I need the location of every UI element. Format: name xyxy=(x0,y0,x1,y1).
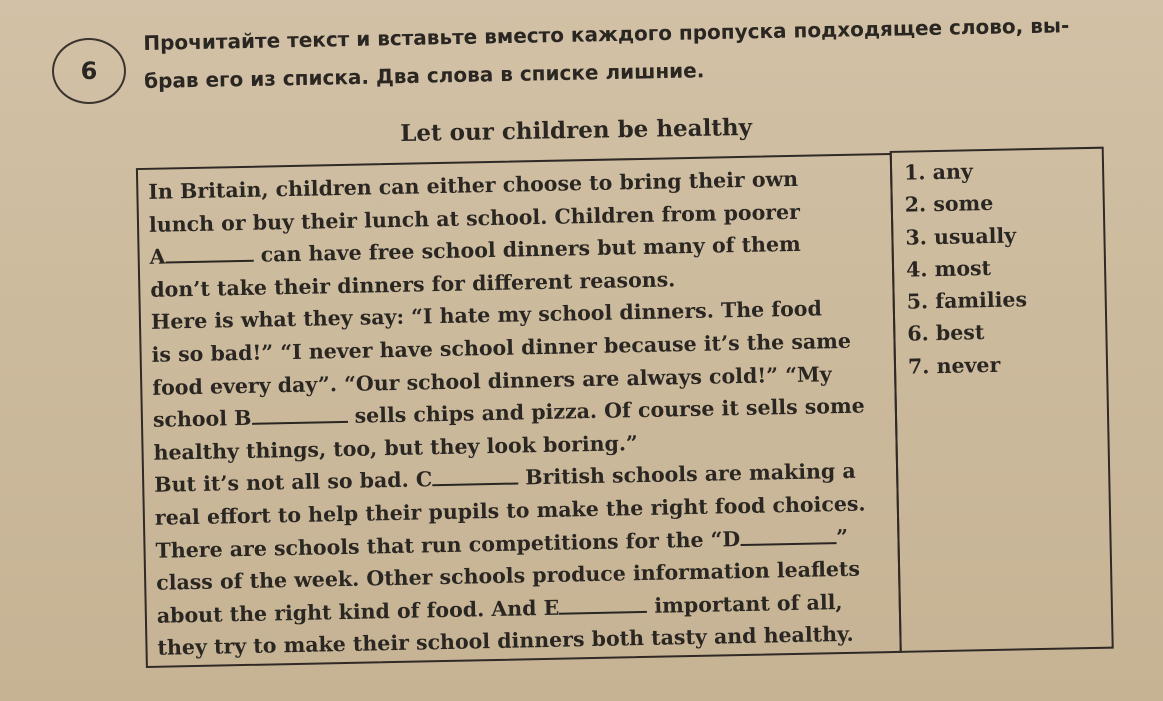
passage-text: they try to make their school dinners both tasty and healthy. xyxy=(157,622,854,661)
word-option: 4. most xyxy=(905,255,992,282)
passage-text: In Britain, children can either choose to bring their own xyxy=(148,166,799,204)
instruction-line: брав его из списка. Два слова в списке лишние. xyxy=(143,58,705,93)
gap-c-blank[interactable] xyxy=(432,466,518,487)
gap-a-blank[interactable] xyxy=(165,243,253,264)
word-option: 6. best xyxy=(907,320,985,347)
word-option: 2. some xyxy=(904,191,994,217)
passage-text: Here is what they say: “I hate my school dinners. The food xyxy=(150,296,823,335)
gap-label-e: about the right kind of food. And E xyxy=(156,595,560,628)
passage-text: don’t take their dinners for different reasons. xyxy=(150,267,676,302)
passage-text: food every day”. “Our school dinners are always cold!” “My xyxy=(152,361,832,400)
task-instruction xyxy=(143,5,1134,100)
word-list xyxy=(890,147,1114,653)
passage-text: healthy things, too, but they look boring.” xyxy=(153,430,639,465)
gap-label-d: There are schools that run competitions for the “D xyxy=(155,526,741,563)
passage-text: ” xyxy=(835,524,849,549)
task-number-badge xyxy=(52,38,126,104)
passage-text: real effort to help their pupils to make the right food choices. xyxy=(154,491,866,530)
word-option: 1. any xyxy=(903,159,973,185)
passage-text: British schools are making a xyxy=(517,459,856,490)
passage-text: is so bad!” “I never have school dinner because it’s the same xyxy=(151,328,852,367)
gap-label-c: But it’s not all so bad. C xyxy=(154,467,433,498)
instruction-line: Прочитайте текст и вставьте вместо каждого пропуска подходящее слово, вы- xyxy=(143,13,1070,55)
word-option: 7. never xyxy=(907,352,1001,379)
gap-label-b: school B xyxy=(152,405,252,432)
text-title: Let our children be healthy xyxy=(400,113,753,147)
word-option: 5. families xyxy=(906,287,1028,314)
passage-box xyxy=(136,153,902,668)
task-number: 6 xyxy=(80,57,98,85)
passage-text: can have free school dinners but many of them xyxy=(253,231,801,267)
exercise-table xyxy=(136,149,1114,672)
passage-text: important of all, xyxy=(646,589,843,618)
passage-text: lunch or buy their lunch at school. Children from poorer xyxy=(148,199,801,237)
passage-text: sells chips and pizza. Of course it sells some xyxy=(347,393,865,429)
gap-b-blank[interactable] xyxy=(251,404,347,425)
gap-e-blank[interactable] xyxy=(559,594,647,615)
gap-d-blank[interactable] xyxy=(740,525,836,546)
gap-label-a: A xyxy=(149,244,166,270)
word-option: 3. usually xyxy=(905,223,1017,250)
passage-text: class of the week. Other schools produce information leaflets xyxy=(155,556,861,595)
